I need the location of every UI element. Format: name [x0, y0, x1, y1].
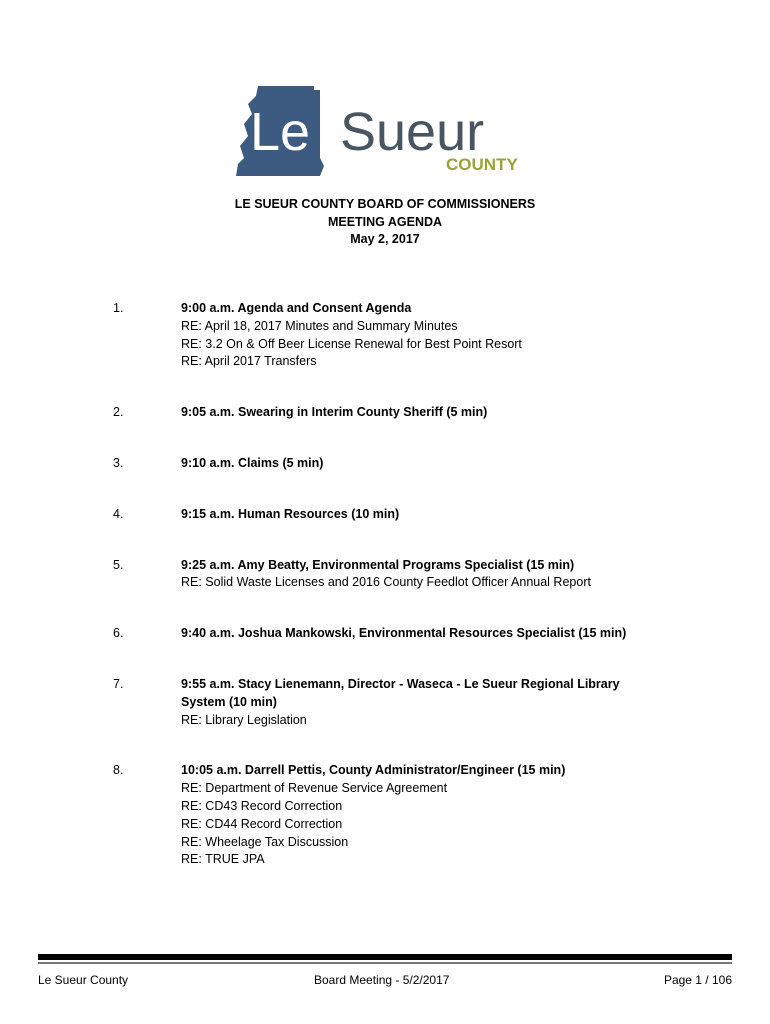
footer-center: Board Meeting - 5/2/2017 — [314, 973, 450, 987]
agenda-item-number: 8. — [113, 763, 124, 778]
meeting-date: May 2, 2017 — [350, 232, 420, 246]
agenda-item-title: 9:00 a.m. Agenda and Consent Agenda — [181, 301, 412, 315]
agenda-item — [0, 676, 770, 729]
agenda-item-body — [181, 762, 661, 869]
agenda-item-detail: RE: April 2017 Transfers — [181, 354, 317, 369]
agenda-item-number: 6. — [113, 626, 124, 641]
agenda-item-title: 9:55 a.m. Stacy Lienemann, Director - Waseca - Le Sueur Regional Library System (10 min) — [181, 676, 620, 709]
agenda-item-number: 4. — [113, 506, 124, 521]
agenda-item — [0, 404, 770, 422]
agenda-item-body — [181, 455, 661, 473]
agenda-title: MEETING AGENDA — [327, 214, 443, 229]
agenda-item-detail: RE: TRUE JPA — [181, 852, 265, 867]
agenda-item-title: 9:40 a.m. Joshua Mankowski, Environmental Resources Specialist (15 min) — [181, 626, 627, 641]
agenda-items — [0, 300, 770, 869]
agenda-item-number: 7. — [113, 676, 124, 691]
svg-text:COUNTY: COUNTY — [446, 155, 518, 174]
agenda-item — [0, 506, 770, 524]
agenda-item — [0, 455, 770, 473]
footer-left: Le Sueur County — [38, 973, 129, 987]
svg-text:Le: Le — [250, 102, 311, 162]
board-title: LE SUEUR COUNTY BOARD OF COMMISSIONERS — [234, 197, 536, 211]
county-logo — [236, 84, 536, 180]
agenda-item-title: 9:10 a.m. Claims (5 min) — [181, 455, 324, 470]
svg-text:Sueur: Sueur — [340, 102, 485, 162]
agenda-item-detail: RE: CD43 Record Correction — [181, 798, 343, 813]
agenda-item-number: 1. — [113, 301, 124, 315]
agenda-item-title: 9:05 a.m. Swearing in Interim County Sheriff (5 min) — [181, 405, 488, 420]
agenda-item — [0, 557, 770, 593]
agenda-item-body — [181, 625, 661, 643]
agenda-item-detail: RE: Library Legislation — [181, 712, 307, 727]
agenda-item-body — [181, 404, 661, 422]
agenda-item-title: 10:05 a.m. Darrell Pettis, County Administrator/Engineer (15 min) — [181, 763, 566, 778]
agenda-item-body — [181, 557, 661, 593]
agenda-item-title: 9:25 a.m. Amy Beatty, Environmental Programs Specialist (15 min) — [181, 557, 575, 572]
agenda-item-number: 3. — [113, 455, 124, 470]
agenda-item-detail: RE: Solid Waste Licenses and 2016 County Feedlot Officer Annual Report — [181, 575, 591, 590]
agenda-item-title: 9:15 a.m. Human Resources (10 min) — [181, 506, 400, 521]
agenda-item-body — [181, 676, 661, 729]
agenda-item-number: 5. — [113, 557, 124, 572]
agenda-item-detail: RE: Wheelage Tax Discussion — [181, 834, 349, 849]
agenda-item-body — [181, 506, 661, 524]
agenda-item — [0, 300, 770, 371]
agenda-item — [0, 625, 770, 643]
footer-page-number: Page 1 / 106 — [663, 973, 732, 987]
footer-rule — [38, 954, 732, 960]
agenda-item-detail: RE: 3.2 On & Off Beer License Renewal for Best Point Resort — [181, 336, 522, 351]
agenda-header — [0, 196, 770, 249]
footer-rule-thin — [38, 962, 732, 964]
agenda-item-detail: RE: Department of Revenue Service Agreement — [181, 781, 448, 796]
agenda-item — [0, 762, 770, 869]
county-map-icon — [236, 84, 536, 180]
agenda-item-body — [181, 300, 661, 371]
agenda-item-detail: RE: April 18, 2017 Minutes and Summary Minutes — [181, 318, 458, 333]
agenda-item-detail: RE: CD44 Record Correction — [181, 816, 343, 831]
agenda-item-number: 2. — [113, 405, 124, 420]
